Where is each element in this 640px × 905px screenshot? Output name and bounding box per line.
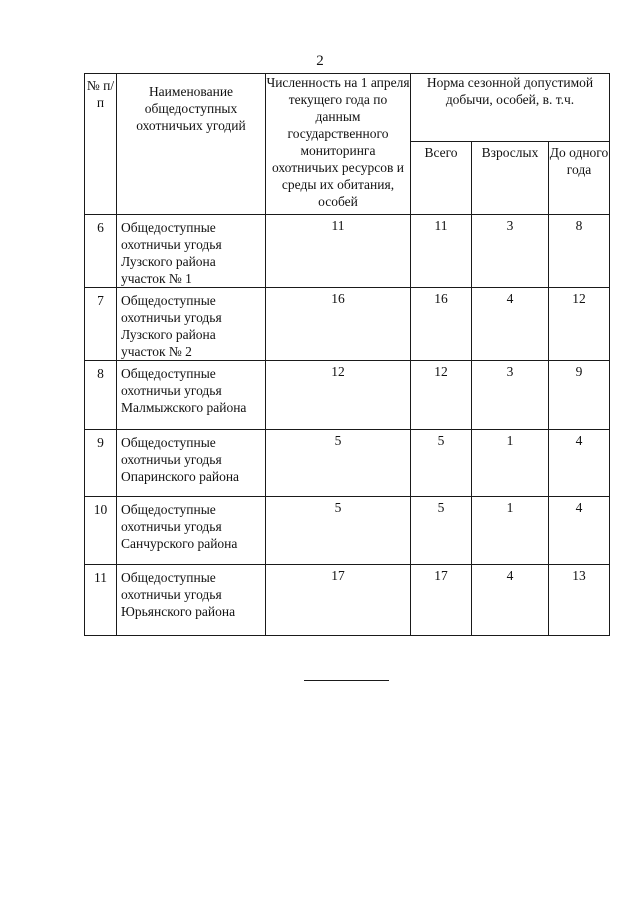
header-quota-adult: Взрослых (472, 142, 549, 215)
header-population-count: Численность на 1 апреля текущего года по данным государственного мониторинга охотничьих ресурсов и среды их обитания, особей (266, 74, 411, 215)
header-hunting-ground-name: Наименование общедоступных охотничьих угодий (117, 74, 266, 215)
row-number: 7 (85, 288, 117, 361)
quota-total: 16 (411, 288, 472, 361)
quota-adult: 1 (472, 430, 549, 497)
population-count: 5 (266, 497, 411, 565)
population-count: 5 (266, 430, 411, 497)
quota-adult: 1 (472, 497, 549, 565)
population-count: 12 (266, 361, 411, 430)
quota-adult: 4 (472, 288, 549, 361)
hunting-ground-name: Общедоступные охотничьи угодья Лузского района участок № 1 (117, 215, 266, 288)
quota-total: 11 (411, 215, 472, 288)
end-divider (304, 680, 389, 681)
quota-adult: 4 (472, 565, 549, 636)
table-row (85, 288, 610, 361)
quota-total: 17 (411, 565, 472, 636)
row-number: 11 (85, 565, 117, 636)
hunting-quota-table (84, 73, 610, 636)
hunting-ground-name: Общедоступные охотничьи угодья Санчурского района (117, 497, 266, 565)
table-row (85, 430, 610, 497)
table-row (85, 497, 610, 565)
hunting-ground-name: Общедоступные охотничьи угодья Юрьянского района (117, 565, 266, 636)
quota-young: 8 (549, 215, 610, 288)
population-count: 17 (266, 565, 411, 636)
hunting-ground-name: Общедоступные охотничьи угодья Лузского района участок № 2 (117, 288, 266, 361)
quota-total: 12 (411, 361, 472, 430)
page-number: 2 (316, 53, 324, 69)
table-row (85, 565, 610, 636)
row-number: 9 (85, 430, 117, 497)
header-quota-total: Всего (411, 142, 472, 215)
quota-young: 12 (549, 288, 610, 361)
table-row (85, 215, 610, 288)
row-number: 6 (85, 215, 117, 288)
quota-total: 5 (411, 497, 472, 565)
row-number: 8 (85, 361, 117, 430)
quota-young: 13 (549, 565, 610, 636)
header-quota-young: До одного года (549, 142, 610, 215)
header-seasonal-quota: Норма сезонной допустимой добычи, особей, в. т.ч. (411, 74, 610, 142)
quota-adult: 3 (472, 215, 549, 288)
quota-young: 9 (549, 361, 610, 430)
row-number: 10 (85, 497, 117, 565)
header-row-number: № п/п (85, 74, 117, 215)
population-count: 16 (266, 288, 411, 361)
quota-total: 5 (411, 430, 472, 497)
quota-adult: 3 (472, 361, 549, 430)
population-count: 11 (266, 215, 411, 288)
table-row (85, 361, 610, 430)
quota-young: 4 (549, 497, 610, 565)
quota-young: 4 (549, 430, 610, 497)
hunting-ground-name: Общедоступные охотничьи угодья Малмыжского района (117, 361, 266, 430)
hunting-ground-name: Общедоступные охотничьи угодья Опаринского района (117, 430, 266, 497)
